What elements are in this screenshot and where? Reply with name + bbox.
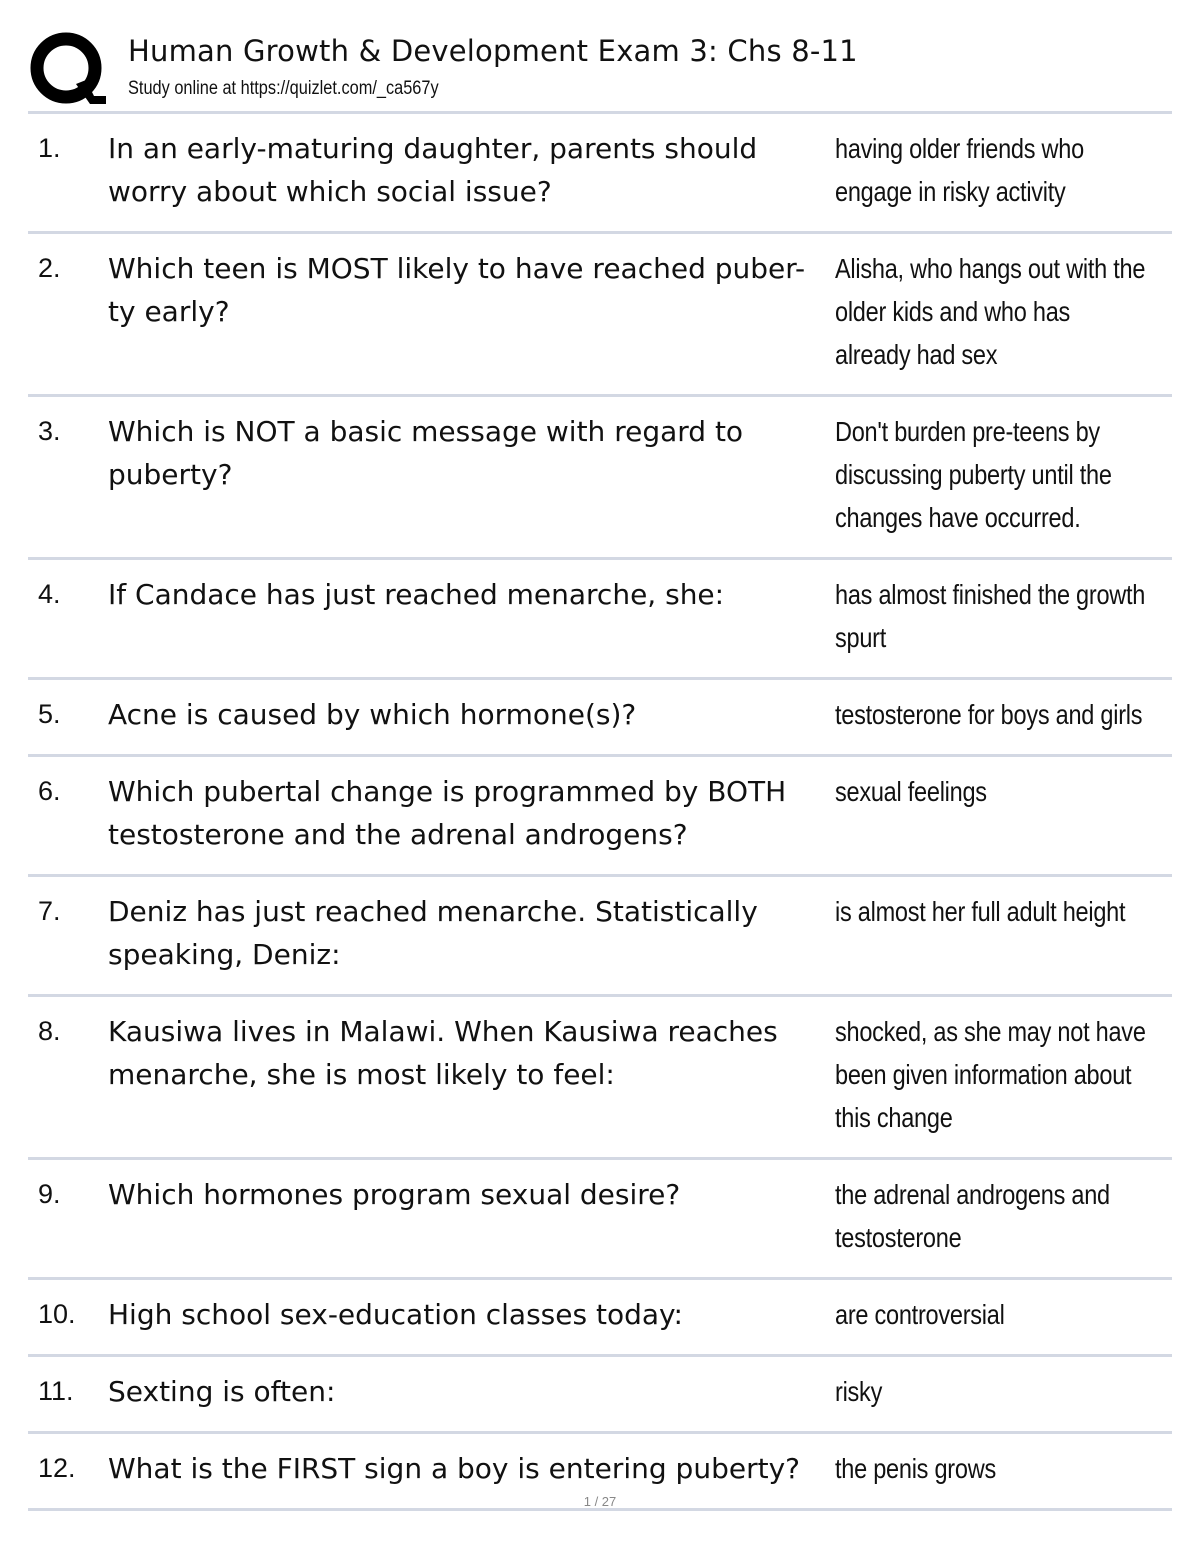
study-online-link[interactable]: Study online at https://quizlet.com/_ca567y <box>128 78 439 99</box>
card-term: Which is NOT a basic message with regard to puberty? <box>108 415 744 491</box>
card-term: Kausiwa lives in Malawi. When Kausiwa reaches menarche, she is most likely to feel: <box>108 1015 778 1091</box>
card-definition-cell <box>835 1447 1200 1490</box>
card-definition: are controversial <box>835 1299 1005 1330</box>
card-definition: the penis grows <box>835 1453 996 1484</box>
card-definition-cell <box>835 127 1200 213</box>
card-definition: testosterone for boys and girls <box>835 699 1143 730</box>
card-definition: Alisha, who hangs out with the older kids and who has already had sex <box>835 253 1146 370</box>
card-term: Which pubertal change is programmed by BOTH testosterone and the adrenal androgens? <box>108 775 787 851</box>
page-title: Human Growth & Development Exam 3: Chs 8-11 <box>128 34 858 68</box>
flashcard-row <box>28 877 1172 997</box>
card-definition-cell <box>835 410 1200 539</box>
card-number: 1. <box>38 133 61 163</box>
flashcard-row <box>28 1160 1172 1280</box>
flashcard-row <box>28 757 1172 877</box>
card-definition: having older friends who engage in risky activity <box>835 133 1084 207</box>
card-term: Which hormones program sexual desire? <box>108 1178 681 1211</box>
card-definition: risky <box>835 1376 883 1407</box>
card-number: 5. <box>38 699 61 729</box>
card-definition: has almost finished the growth spurt <box>835 579 1146 653</box>
card-definition-cell <box>835 693 1200 736</box>
card-definition: Don't burden pre-teens by discussing puberty until the changes have occurred. <box>835 416 1112 533</box>
card-definition: sexual feelings <box>835 776 987 807</box>
flashcard-row <box>28 114 1172 234</box>
card-number: 12. <box>38 1453 76 1483</box>
card-definition: is almost her full adult height <box>835 896 1126 927</box>
card-number: 6. <box>38 776 61 806</box>
page-header <box>30 30 1172 110</box>
card-term: Deniz has just reached menarche. Statistically speaking, Deniz: <box>108 895 758 971</box>
card-definition-cell <box>835 890 1200 976</box>
card-number: 2. <box>38 253 61 283</box>
card-term: In an early-maturing daughter, parents should worry about which social issue? <box>108 132 758 208</box>
quizlet-logo-icon <box>30 32 106 108</box>
card-term: Acne is caused by which hormone(s)? <box>108 698 637 731</box>
card-definition-cell <box>835 573 1200 659</box>
card-definition-cell <box>835 770 1200 856</box>
flashcard-list <box>28 114 1172 1511</box>
flashcard-row <box>28 680 1172 757</box>
card-term: If Candace has just reached menarche, she: <box>108 578 725 611</box>
card-definition-cell <box>835 1010 1200 1139</box>
card-definition: the adrenal androgens and testosterone <box>835 1179 1110 1253</box>
card-definition-cell <box>835 1293 1200 1336</box>
flashcard-row <box>28 560 1172 680</box>
flashcard-row <box>28 397 1172 560</box>
flashcard-row <box>28 1357 1172 1434</box>
card-number: 10. <box>38 1299 76 1329</box>
card-definition-cell <box>835 1370 1200 1413</box>
card-term: What is the FIRST sign a boy is entering puberty? <box>108 1452 801 1485</box>
card-number: 3. <box>38 416 61 446</box>
card-number: 7. <box>38 896 61 926</box>
card-number: 9. <box>38 1179 61 1209</box>
card-definition-cell <box>835 1173 1200 1259</box>
flashcard-row <box>28 997 1172 1160</box>
card-term: Which teen is MOST likely to have reached puber-ty early? <box>108 252 806 328</box>
flashcard-row <box>28 234 1172 397</box>
page-indicator: 1 / 27 <box>583 1494 617 1509</box>
card-term: High school sex-education classes today: <box>108 1298 683 1331</box>
card-term: Sexting is often: <box>108 1375 336 1408</box>
card-definition: shocked, as she may not have been given information about this change <box>835 1016 1146 1133</box>
card-number: 4. <box>38 579 61 609</box>
card-number: 8. <box>38 1016 61 1046</box>
card-definition-cell <box>835 247 1200 376</box>
card-number: 11. <box>38 1376 74 1406</box>
flashcard-row <box>28 1280 1172 1357</box>
